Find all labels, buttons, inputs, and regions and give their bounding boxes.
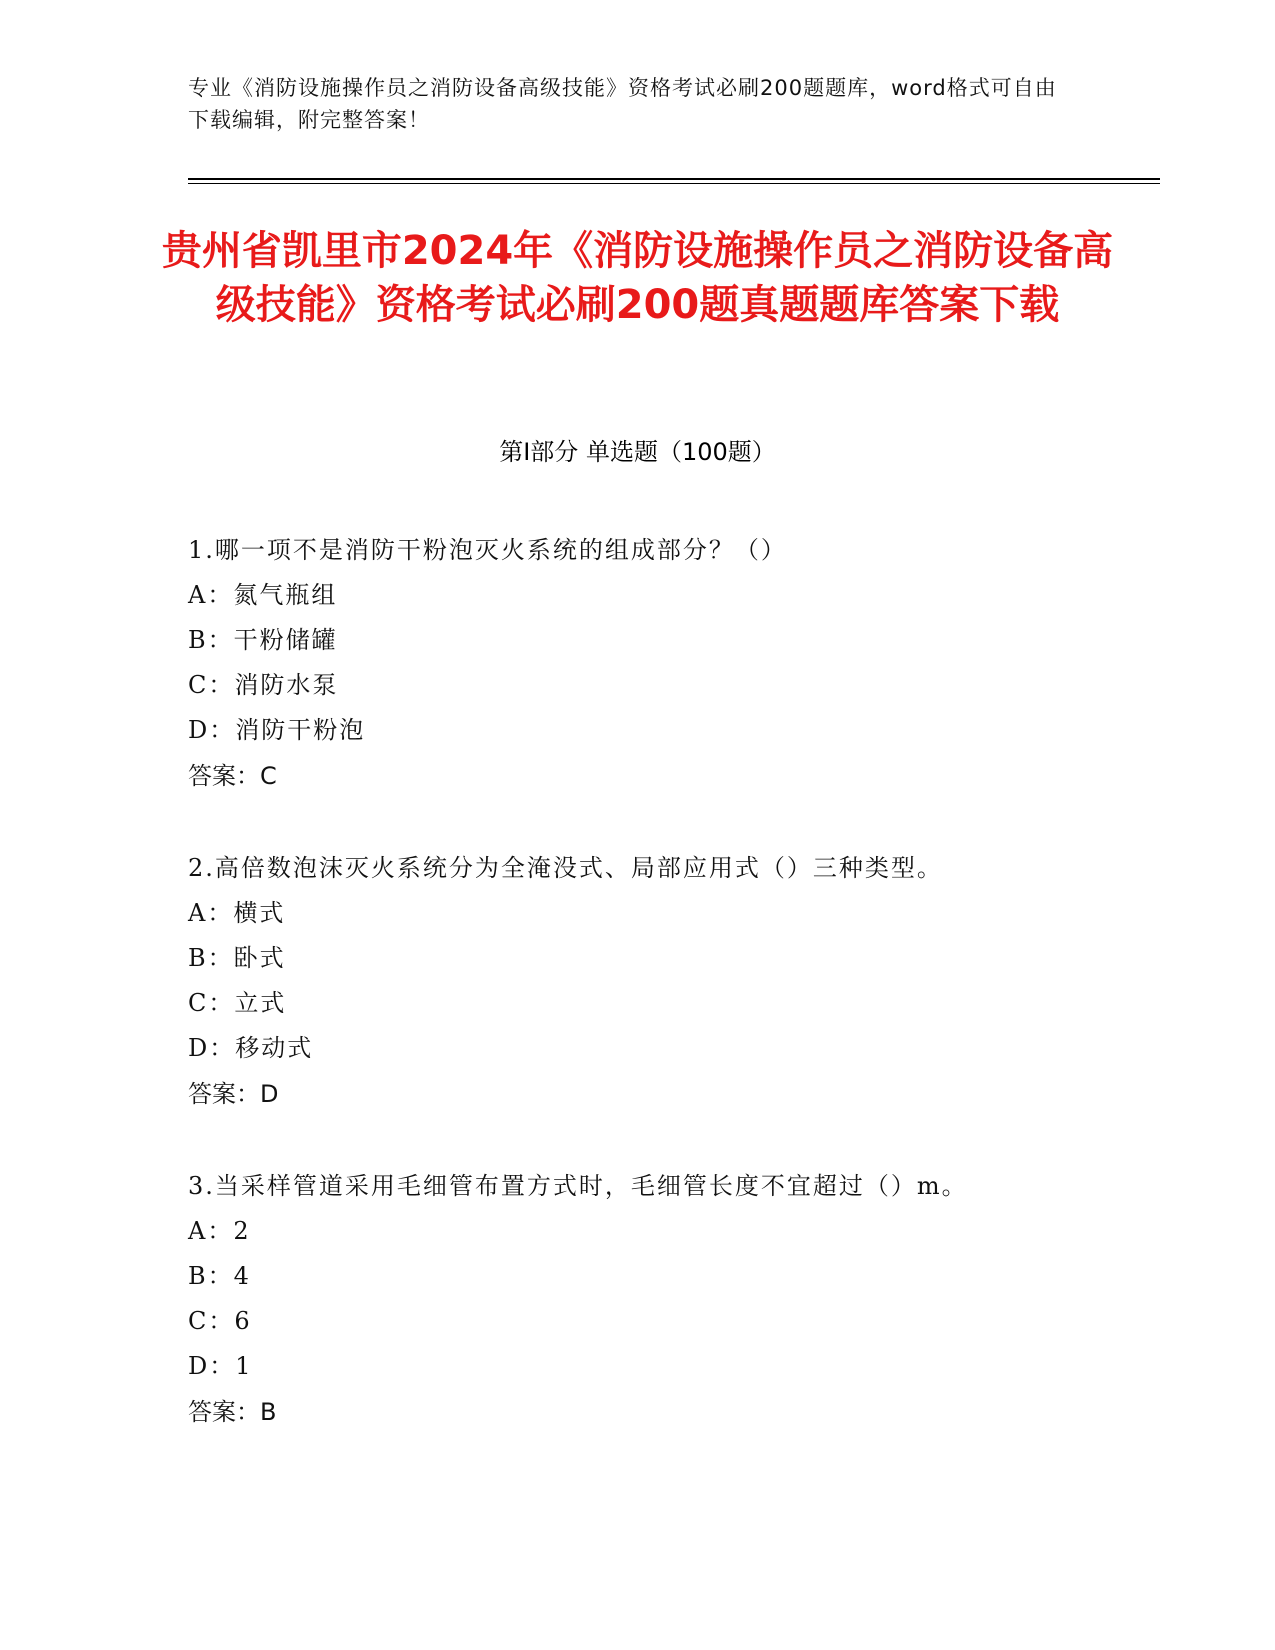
answer-line: 答案：C: [188, 762, 277, 790]
option-b: B：卧式: [188, 944, 286, 972]
document-title: 贵州省凯里市2024年《消防设施操作员之消防设备高级技能》资格考试必刷200题真题题库答案下载: [161, 228, 1114, 328]
option-d: D：移动式: [188, 1034, 314, 1062]
option-c: C：6: [188, 1307, 252, 1335]
question-1: [188, 528, 1088, 799]
question-2: [188, 846, 1088, 1117]
answer-line: 答案：D: [188, 1080, 279, 1108]
option-b: B：干粉储罐: [188, 626, 338, 654]
option-d: D：1: [188, 1352, 253, 1380]
option-c: C：立式: [188, 989, 287, 1017]
header-divider-thick: [188, 178, 1160, 180]
question-stem: 2.高倍数泡沫灭火系统分为全淹没式、局部应用式（）三种类型。: [188, 854, 943, 882]
option-c: C：消防水泵: [188, 671, 339, 699]
header-divider-thin: [188, 183, 1160, 184]
header-note: 专业《消防设施操作员之消防设备高级技能》资格考试必刷200题题库，word格式可自由下载编辑，附完整答案！: [188, 76, 1057, 132]
question-stem: 1.哪一项不是消防干粉泡灭火系统的组成部分？（）: [188, 536, 787, 564]
option-a: A：2: [188, 1217, 251, 1245]
answer-line: 答案：B: [188, 1398, 277, 1426]
question-3: [188, 1164, 1088, 1435]
question-stem: 3.当采样管道采用毛细管布置方式时，毛细管长度不宜超过（）m。: [188, 1172, 968, 1200]
option-a: A：横式: [188, 899, 286, 927]
option-d: D：消防干粉泡: [188, 716, 366, 744]
section-title: 第I部分 单选题（100题）: [499, 438, 776, 466]
option-a: A：氮气瓶组: [188, 581, 338, 609]
option-b: B：4: [188, 1262, 251, 1290]
